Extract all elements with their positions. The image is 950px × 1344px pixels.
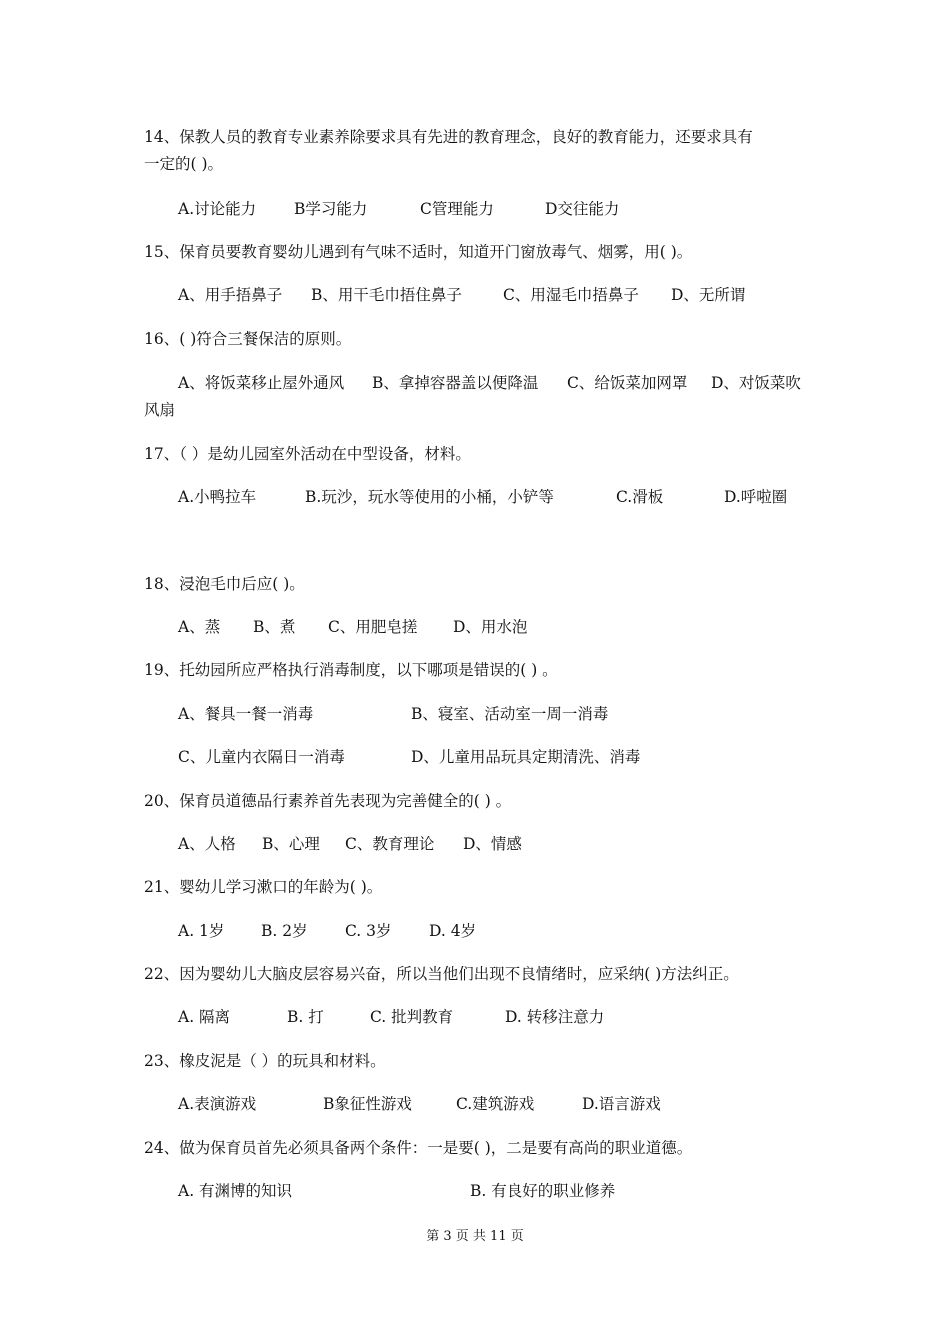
option-a: A. 1岁	[178, 922, 225, 940]
option-c: C管理能力	[420, 200, 494, 218]
option-b: B.玩沙，玩水等使用的小桶，小铲等	[305, 488, 554, 506]
option-a: A、人格	[178, 835, 236, 853]
option-a: A、蒸	[178, 618, 221, 636]
question-23-stem: 23、橡皮泥是（ ）的玩具和材料。	[144, 1052, 386, 1070]
option-b: B. 有良好的职业修养	[470, 1182, 616, 1200]
question-14-stem-continued: 一定的( )。	[144, 155, 224, 173]
option-d: D、无所谓	[671, 286, 746, 304]
question-22-stem: 22、因为婴幼儿大脑皮层容易兴奋，所以当他们出现不良情绪时，应采纳( )方法纠正。	[144, 965, 739, 983]
question-16-stem: 16、( )符合三餐保洁的原则。	[144, 330, 352, 348]
option-b: B. 2岁	[261, 922, 308, 940]
option-d: D、儿童用品玩具定期清洗、消毒	[411, 748, 641, 766]
option-b: B象征性游戏	[323, 1095, 412, 1113]
page-footer: 第 3 页 共 11 页	[426, 1229, 524, 1244]
option-c: C、用湿毛巾捂鼻子	[503, 286, 639, 304]
question-20-stem: 20、保育员道德品行素养首先表现为完善健全的( ) 。	[144, 792, 512, 810]
question-19-stem: 19、托幼园所应严格执行消毒制度，以下哪项是错误的( ) 。	[144, 661, 558, 679]
option-b: B、寝室、活动室一周一消毒	[411, 705, 609, 723]
option-c: C. 批判教育	[370, 1008, 454, 1026]
option-b: B. 打	[287, 1008, 324, 1026]
question-21-stem: 21、婴幼儿学习漱口的年龄为( )。	[144, 878, 383, 896]
option-d: D. 4岁	[429, 922, 477, 940]
question-16-options-continued: 风扇	[144, 401, 176, 419]
option-b: B学习能力	[294, 200, 368, 218]
option-c: C、教育理论	[345, 835, 435, 853]
option-d: D交往能力	[545, 200, 620, 218]
option-b: B、煮	[253, 618, 296, 636]
option-b: B、拿掉容器盖以便降温	[372, 374, 539, 392]
question-18-stem: 18、浸泡毛巾后应( )。	[144, 575, 305, 593]
option-d: D.呼啦圈	[724, 488, 788, 506]
question-14-stem: 14、保教人员的教育专业素养除要求具有先进的教育理念，良好的教育能力，还要求具有	[144, 128, 753, 146]
option-c: C.滑板	[616, 488, 664, 506]
option-a: A、餐具一餐一消毒	[178, 705, 314, 723]
option-b: B、心理	[262, 835, 320, 853]
question-24-stem: 24、做为保育员首先必须具备两个条件：一是要( )，二是要有高尚的职业道德。	[144, 1139, 693, 1157]
option-a: A.讨论能力	[178, 200, 257, 218]
option-c: C. 3岁	[345, 922, 392, 940]
question-15-stem: 15、保育员要教育婴幼儿遇到有气味不适时，知道开门窗放毒气、烟雾，用( )。	[144, 243, 693, 261]
option-d: D.语言游戏	[582, 1095, 661, 1113]
option-d: D、对饭菜吹	[711, 374, 801, 392]
option-d: D. 转移注意力	[505, 1008, 605, 1026]
option-a: A.小鸭拉车	[178, 488, 257, 506]
option-d: D、用水泡	[453, 618, 528, 636]
option-d: D、情感	[463, 835, 522, 853]
option-a: A. 隔离	[178, 1008, 231, 1026]
option-c: C、儿童内衣隔日一消毒	[178, 748, 345, 766]
option-b: B、用干毛巾捂住鼻子	[311, 286, 462, 304]
option-c: C、用肥皂搓	[328, 618, 418, 636]
option-a: A、用手捂鼻子	[178, 286, 283, 304]
option-a: A.表演游戏	[178, 1095, 257, 1113]
option-a: A. 有渊博的知识	[178, 1182, 293, 1200]
option-c: C.建筑游戏	[456, 1095, 535, 1113]
option-c: C、给饭菜加网罩	[567, 374, 688, 392]
question-17-stem: 17、（ ）是幼儿园室外活动在中型设备，材料。	[144, 445, 471, 463]
option-a: A、将饭菜移止屋外通风	[178, 374, 345, 392]
